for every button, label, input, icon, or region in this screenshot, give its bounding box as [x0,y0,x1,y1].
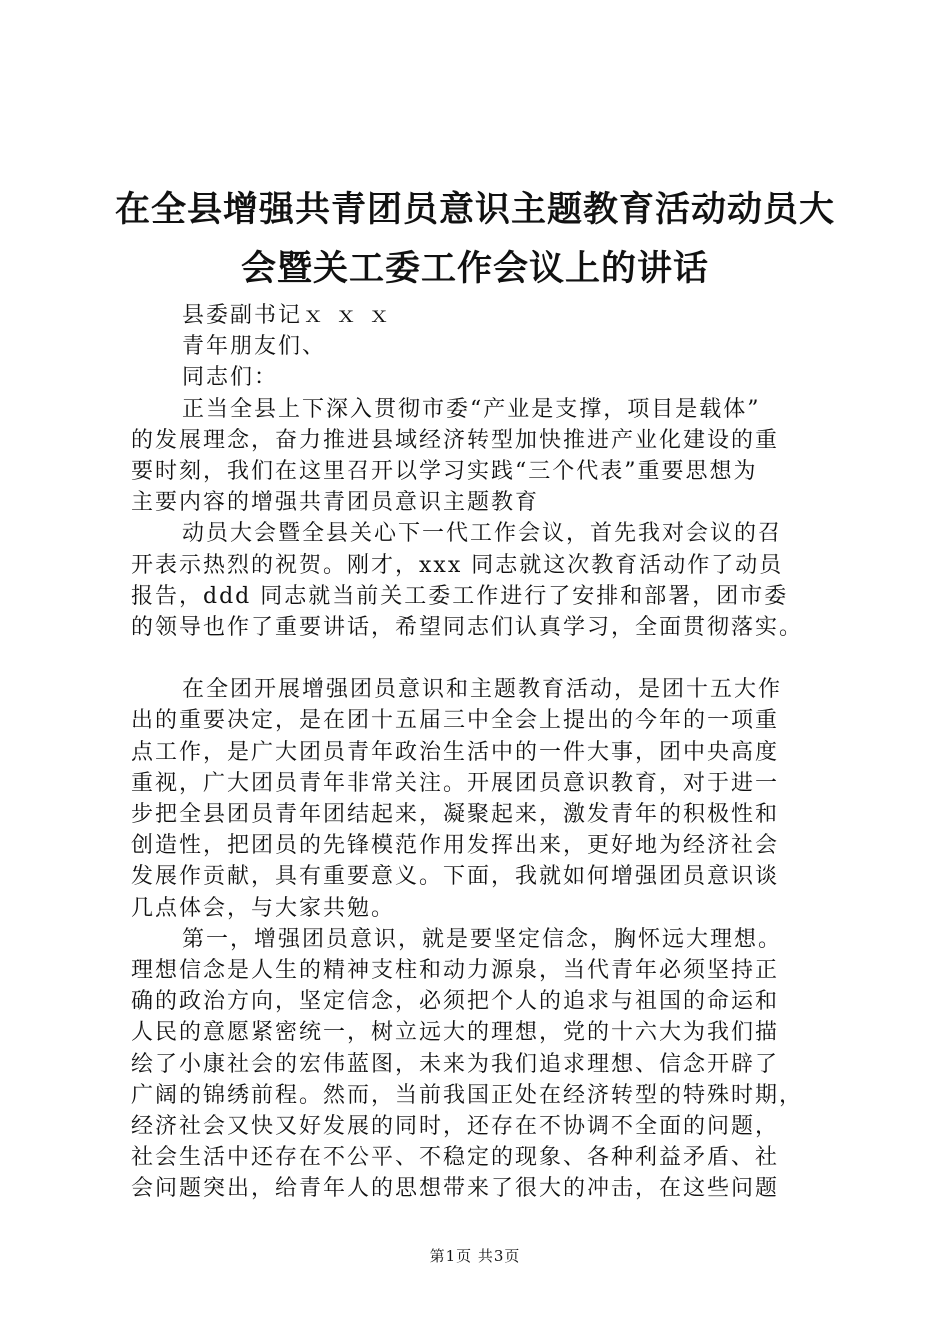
body-line: 正当全县上下深入贯彻市委“产业是支撑，项目是载体” [182,396,761,422]
body-line: 第一，增强团员意识，就是要坚定信念，胸怀远大理想。 [182,926,783,952]
body-line: 人民的意愿紧密统一，树立远大的理想，党的十六大为我们描 [131,1020,780,1046]
body-line: 主要内容的增强共青团员意识主题教育 [131,490,540,516]
body-line: 创造性，把团员的先锋模范作用发挥出来，更好地为经济社会 [131,833,780,859]
body-line: 县委副书记ｘ ｘ ｘ [182,303,392,328]
body-line: 重视，广大团员青年非常关注。开展团员意识教育，对于进一 [131,770,780,796]
body-line: 理想信念是人生的精神支柱和动力源泉，当代青年必须坚持正 [131,957,780,983]
body-line: 发展作贡献，具有重要意义。下面，我就如何增强团员意识谈 [131,864,780,890]
body-line: 确的政治方向，坚定信念，必须把个人的追求与祖国的命运和 [131,989,780,1015]
body-line: 在全团开展增强团员意识和主题教育活动，是团十五大作 [182,677,783,703]
body-line: 出的重要决定，是在团十五届三中全会上提出的今年的一项重 [131,708,780,734]
document-title-line-2: 会暨关工委工作会议上的讲话 [240,248,709,289]
body-line: 几点体会，与大家共勉。 [131,895,396,921]
body-line: 开表示热烈的祝贺。刚才，xxx 同志就这次教育活动作了动员 [131,552,784,578]
blank-line [131,643,851,674]
body-line: 的发展理念，奋力推进县域经济转型加快推进产业化建设的重 [131,427,780,453]
body-line: 点工作，是广大团员青年政治生活中的一件大事，团中央高度 [131,739,780,765]
page-footer: 第1页 共3页 [429,1247,521,1265]
body-line: 青年朋友们、 [182,334,327,360]
body-line: 步把全县团员青年团结起来，凝聚起来，激发青年的积极性和 [131,802,780,827]
body-line: 会问题突出，给青年人的思想带来了很大的冲击，在这些问题 [131,1176,780,1202]
body-line: 绘了小康社会的宏伟蓝图，未来为我们追求理想、信念开辟了 [131,1051,780,1077]
body-line: 报告，ddd 同志就当前关工委工作进行了安排和部署，团市委 [131,583,789,609]
body-line: 动员大会暨全县关心下一代工作会议，首先我对会议的召 [182,521,783,547]
body-line: 经济社会又快又好发展的同时，还存在不协调不全面的问题， [131,1113,780,1139]
document-body [131,300,851,1204]
body-line: 同志们： [182,365,279,391]
body-line: 要时刻，我们在这里召开以学习实践“三个代表”重要思想为 [131,458,758,484]
document-title-line-1: 在全县增强共青团员意识主题教育活动动员大 [114,189,835,230]
body-line: 广阔的锦绣前程。然而，当前我国正处在经济转型的特殊时期， [131,1082,804,1108]
body-line: 的领导也作了重要讲话，希望同志们认真学习，全面贯彻落实。 [131,614,804,640]
body-line: 社会生活中还存在不公平、不稳定的现象、各种利益矛盾、社 [131,1145,780,1171]
